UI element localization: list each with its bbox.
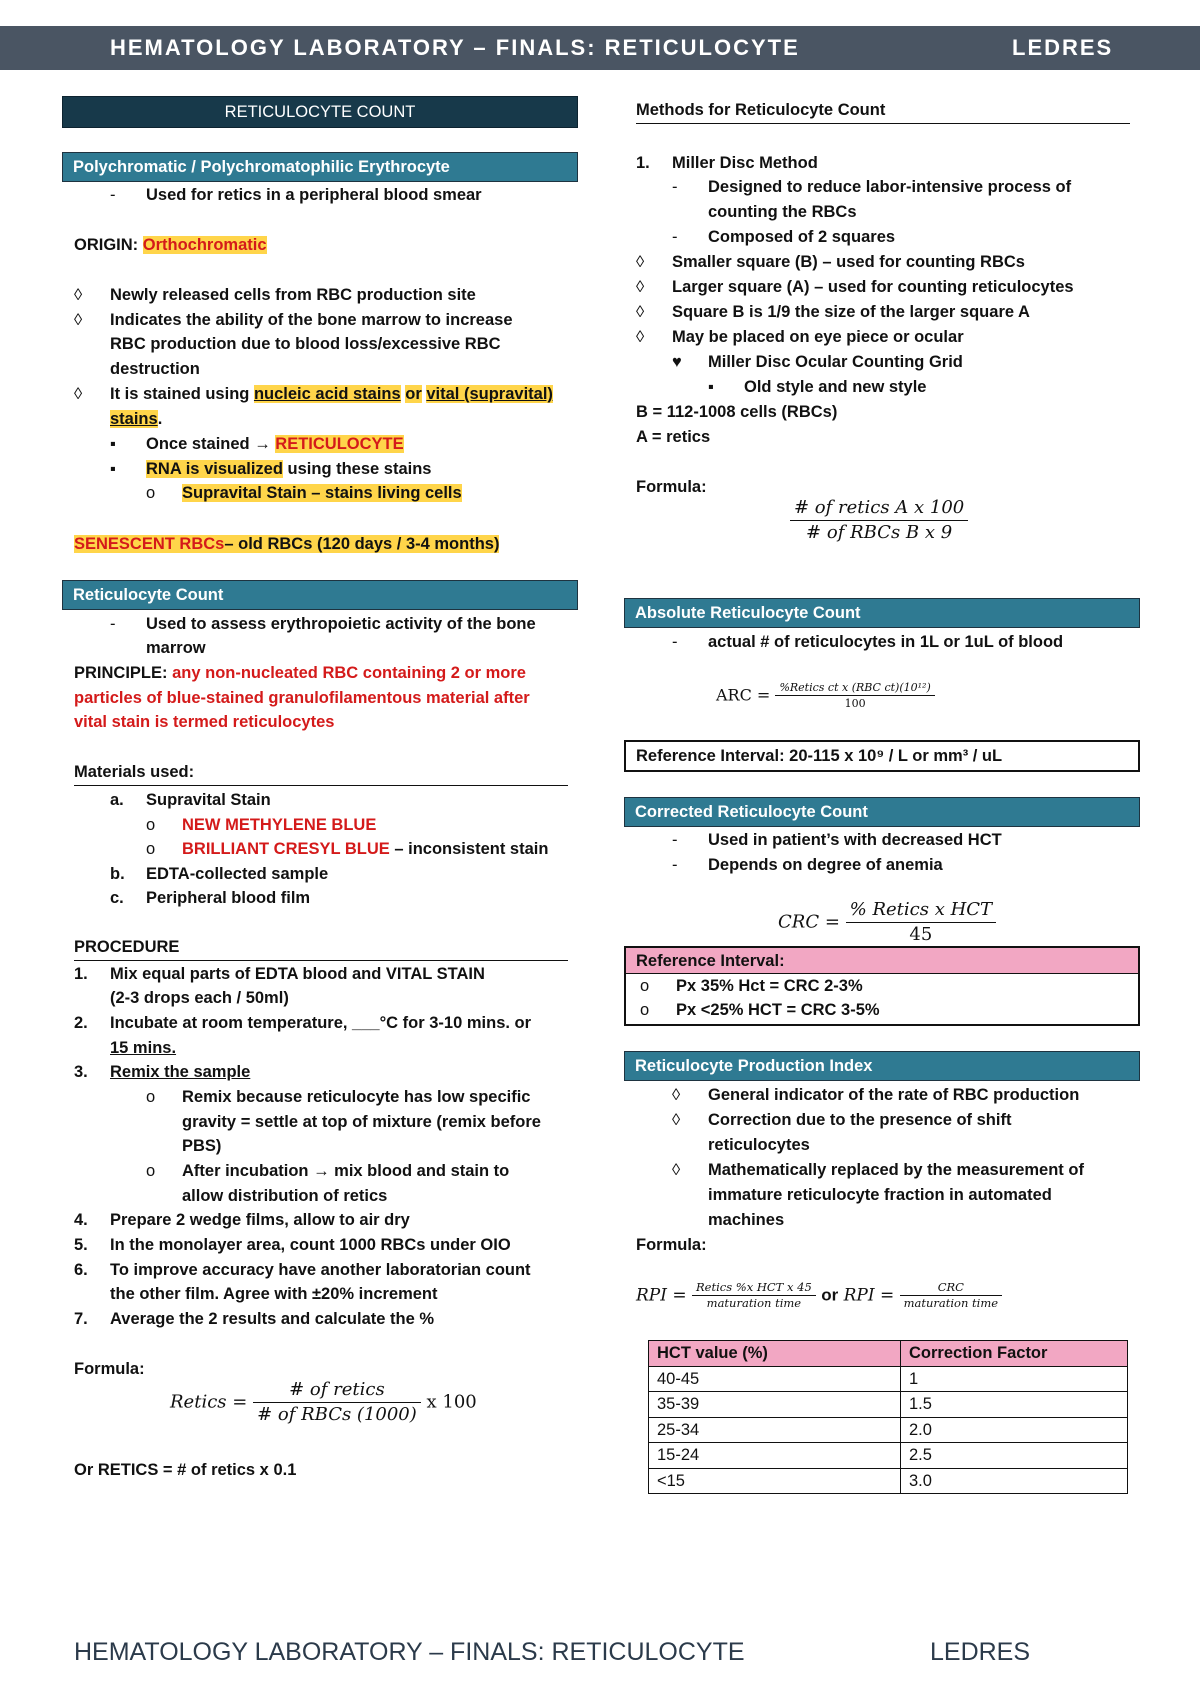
diamond-bullet: ◊ bbox=[672, 1111, 681, 1129]
circle-bullet: o bbox=[146, 840, 156, 858]
header-author: LEDRES bbox=[1012, 35, 1114, 60]
step-5: In the monolayer area, count 1000 RBCs under OIO bbox=[110, 1236, 511, 1254]
diamond-bullet: ◊ bbox=[74, 385, 83, 403]
diamond-bullet: ◊ bbox=[636, 328, 645, 346]
formula-lhs: Retics = bbox=[170, 1391, 248, 1413]
step-2a: Incubate at room temperature, ___°C for 3-10 mins. or bbox=[110, 1014, 532, 1032]
correction-factor-table bbox=[648, 1340, 1128, 1494]
diamond-bullet: ◊ bbox=[636, 303, 645, 321]
rpi-denominator-1: maturation time bbox=[706, 1296, 802, 1310]
supravital-note bbox=[182, 481, 462, 506]
circle-bullet: o bbox=[146, 1162, 156, 1180]
principle-c: vital stain is termed reticulocytes bbox=[74, 713, 335, 731]
table-cell: 1.5 bbox=[901, 1392, 1128, 1418]
step-3b2: allow distribution of retics bbox=[182, 1187, 388, 1205]
circle-bullet: o bbox=[146, 484, 156, 502]
diamond-bullet: ◊ bbox=[74, 286, 83, 304]
vital-stains: vital (supravital) bbox=[426, 385, 553, 403]
stains-period: . bbox=[157, 410, 163, 428]
b-cells-line: B = 112-1008 cells (RBCs) bbox=[636, 403, 838, 421]
method-1a1: Designed to reduce labor-intensive process of bbox=[708, 178, 1072, 196]
table-cell: 15-24 bbox=[649, 1443, 901, 1469]
materials-heading: Materials used: bbox=[74, 760, 568, 786]
right-diamond-1: Smaller square (B) – used for counting RBCs bbox=[672, 253, 1025, 271]
procedure-heading: PROCEDURE bbox=[74, 935, 568, 961]
table-row bbox=[649, 1366, 1128, 1392]
rpi-numerator-1: Retics %x HCT x 45 bbox=[692, 1280, 816, 1296]
or-retics-line: Or RETICS = # of retics x 0.1 bbox=[74, 1461, 297, 1479]
table-cell: 35-39 bbox=[649, 1392, 901, 1418]
left-diamond-3 bbox=[110, 382, 553, 407]
dash-bullet: - bbox=[672, 228, 678, 246]
mat-a2-rest: – inconsistent stain bbox=[394, 840, 549, 858]
table-row bbox=[649, 1443, 1128, 1469]
a-retics-line: A = retics bbox=[636, 428, 711, 446]
crc-denominator: 45 bbox=[909, 924, 933, 945]
method-1a2: counting the RBCs bbox=[708, 203, 857, 221]
diamond-bullet: ◊ bbox=[636, 278, 645, 296]
table-header: Correction Factor bbox=[901, 1341, 1128, 1367]
method-1-num: 1. bbox=[636, 154, 650, 172]
step-num: 2. bbox=[74, 1014, 88, 1032]
step-2b: 15 mins. bbox=[110, 1039, 177, 1057]
crc-ref-b bbox=[626, 998, 1138, 1022]
rpi-lhs-2: RPI = bbox=[843, 1285, 895, 1306]
table-header-row bbox=[649, 1341, 1128, 1367]
diamond-bullet: ◊ bbox=[636, 253, 645, 271]
arc-formula bbox=[716, 680, 935, 711]
step-num: 1. bbox=[74, 965, 88, 983]
table-cell: 3.0 bbox=[901, 1468, 1128, 1494]
step-3: Remix the sample bbox=[110, 1063, 251, 1081]
stain-or: or bbox=[405, 385, 422, 403]
step-3a2: gravity = settle at top of mixture (remix before bbox=[182, 1113, 541, 1131]
page-footer bbox=[74, 1636, 1034, 1668]
left-formula-label: Formula: bbox=[74, 1360, 145, 1378]
crc-lhs: CRC = bbox=[778, 911, 840, 933]
square-bullet: ▪ bbox=[110, 435, 116, 453]
crc-ref-head: Reference Interval: bbox=[626, 948, 1138, 974]
crc-dash-1: Used in patient’s with decreased HCT bbox=[708, 831, 1002, 849]
once-stained bbox=[146, 432, 404, 457]
origin-line bbox=[74, 233, 267, 258]
crc-numerator: % Retics x HCT bbox=[846, 898, 996, 923]
dash-bullet: - bbox=[672, 633, 678, 651]
principle-b: particles of blue-stained granulofilamentous material after bbox=[74, 689, 530, 707]
left-diamond-2b: RBC production due to blood loss/excessive RBC bbox=[110, 335, 501, 353]
rpi-heading: Reticulocyte Production Index bbox=[624, 1051, 1140, 1081]
right-diamond-2: Larger square (A) – used for counting reticulocytes bbox=[672, 278, 1074, 296]
crc-heading: Corrected Reticulocyte Count bbox=[624, 797, 1140, 827]
senescent-rest: – old RBCs (120 days / 3-4 months) bbox=[224, 535, 500, 553]
rpi-diamond-2b: reticulocytes bbox=[708, 1136, 810, 1154]
mat-a-label: a. bbox=[110, 791, 124, 809]
rpi-diamond-2a: Correction due to the presence of shift bbox=[708, 1111, 1012, 1129]
miller-formula bbox=[790, 496, 968, 545]
mat-b: EDTA-collected sample bbox=[146, 865, 329, 883]
crc-formula bbox=[778, 898, 996, 947]
table-cell: 25-34 bbox=[649, 1417, 901, 1443]
table-cell: 40-45 bbox=[649, 1366, 901, 1392]
step-num: 3. bbox=[74, 1063, 88, 1081]
step-num: 4. bbox=[74, 1211, 88, 1229]
formula-denominator: # of RBCs (1000) bbox=[257, 1404, 417, 1425]
retics-formula bbox=[170, 1378, 477, 1427]
page-header bbox=[0, 26, 1200, 70]
diamond-bullet: ◊ bbox=[672, 1086, 681, 1104]
dash-bullet: - bbox=[672, 178, 678, 196]
rpi-denominator-2: maturation time bbox=[903, 1296, 999, 1310]
left-diamond-2a: Indicates the ability of the bone marrow to increase bbox=[110, 311, 513, 329]
crc-dash-2: Depends on degree of anemia bbox=[708, 856, 943, 874]
crc-ref-b-text: Px <25% HCT = CRC 3-5% bbox=[676, 1001, 880, 1019]
left-diamond-2c: destruction bbox=[110, 360, 200, 378]
diamond-bullet: ◊ bbox=[74, 311, 83, 329]
rpi-lhs-1: RPI = bbox=[636, 1285, 687, 1306]
miller-denominator: # of RBCs B x 9 bbox=[806, 522, 953, 543]
step-1a: Mix equal parts of EDTA blood and VITAL STAIN bbox=[110, 965, 485, 983]
step-6a: To improve accuracy have another laboratorian count bbox=[110, 1261, 531, 1279]
left-diamond-3b bbox=[110, 407, 162, 432]
once-pre: Once stained → bbox=[146, 435, 271, 453]
mat-c: Peripheral blood film bbox=[146, 889, 311, 907]
crc-ref-a bbox=[626, 974, 1138, 998]
miller-grid: Miller Disc Ocular Counting Grid bbox=[708, 353, 963, 371]
table-cell: 2.5 bbox=[901, 1443, 1128, 1469]
poly-dash-item: - bbox=[110, 186, 116, 204]
table-row bbox=[649, 1417, 1128, 1443]
circle-bullet: o bbox=[146, 816, 156, 834]
senescent-label: SENESCENT RBCs bbox=[74, 535, 225, 553]
stains-word: stains bbox=[110, 410, 158, 428]
diamond-bullet: ◊ bbox=[672, 1161, 681, 1179]
old-new-style: Old style and new style bbox=[744, 378, 927, 396]
method-1b: Composed of 2 squares bbox=[708, 228, 896, 246]
senescent-line bbox=[74, 532, 499, 557]
heart-bullet-icon: ♥ bbox=[672, 353, 682, 371]
nucleic-acid-stains: nucleic acid stains bbox=[253, 385, 401, 403]
rna-visualized bbox=[146, 457, 432, 482]
step-4: Prepare 2 wedge films, allow to air dry bbox=[110, 1211, 410, 1229]
step-num: 7. bbox=[74, 1310, 88, 1328]
arc-lhs: ARC = bbox=[716, 685, 771, 705]
step-7: Average the 2 results and calculate the % bbox=[110, 1310, 435, 1328]
origin-value: Orthochromatic bbox=[142, 236, 267, 254]
methods-heading: Methods for Reticulocyte Count bbox=[636, 98, 1130, 124]
square-bullet: ▪ bbox=[110, 460, 116, 478]
arc-numerator: %Retics ct x (RBC ct)(10¹²) bbox=[775, 680, 934, 696]
formula-numerator: # of retics bbox=[253, 1378, 421, 1403]
circle-bullet: o bbox=[640, 1001, 650, 1019]
crc-ref-a-text: Px 35% Hct = CRC 2-3% bbox=[676, 977, 863, 995]
rpi-diamond-3b: immature reticulocyte fraction in automated bbox=[708, 1186, 1052, 1204]
table-row bbox=[649, 1468, 1128, 1494]
crc-reference-box bbox=[624, 946, 1140, 1026]
rpi-diamond-3a: Mathematically replaced by the measurement of bbox=[708, 1161, 1084, 1179]
formula-mult: x 100 bbox=[426, 1391, 477, 1413]
table-header: HCT value (%) bbox=[649, 1341, 901, 1367]
right-diamond-3: Square B is 1/9 the size of the larger square A bbox=[672, 303, 1030, 321]
principle-a: any non-nucleated RBC containing 2 or more bbox=[172, 664, 526, 682]
rpi-formula bbox=[636, 1280, 1002, 1311]
step-3b1: After incubation → mix blood and stain to bbox=[182, 1162, 510, 1180]
main-heading: RETICULOCYTE COUNT bbox=[62, 96, 578, 128]
miller-numerator: # of retics A x 100 bbox=[790, 496, 968, 521]
right-diamond-4: May be placed on eye piece or ocular bbox=[672, 328, 964, 346]
rpi-diamond-3c: machines bbox=[708, 1211, 785, 1229]
dash-bullet: - bbox=[672, 856, 678, 874]
mat-b-label: b. bbox=[110, 865, 125, 883]
arc-reference-box: Reference Interval: 20-115 x 10⁹ / L or mm³ / uL bbox=[624, 740, 1140, 772]
dash-bullet: - bbox=[672, 831, 678, 849]
count-dash-a: Used to assess erythropoietic activity of the bone bbox=[146, 615, 536, 633]
principle-line-1 bbox=[74, 661, 526, 686]
brilliant-cresyl: BRILLIANT CRESYL BLUE bbox=[182, 840, 390, 858]
table-cell: 1 bbox=[901, 1366, 1128, 1392]
table-cell: 2.0 bbox=[901, 1417, 1128, 1443]
footer-author: LEDRES bbox=[930, 1638, 1031, 1666]
step-6b: the other film. Agree with ±20% increment bbox=[110, 1285, 438, 1303]
mat-a1: NEW METHYLENE BLUE bbox=[182, 816, 377, 834]
arc-heading: Absolute Reticulocyte Count bbox=[624, 598, 1140, 628]
principle-label: PRINCIPLE: bbox=[74, 664, 168, 682]
arc-dash: actual # of reticulocytes in 1L or 1uL of blood bbox=[708, 633, 1064, 651]
arc-denominator: 100 bbox=[844, 697, 866, 710]
mat-c-label: c. bbox=[110, 889, 124, 907]
retic-count-heading: Reticulocyte Count bbox=[62, 580, 578, 610]
header-title: HEMATOLOGY LABORATORY – FINALS: RETICULOCYTE bbox=[110, 35, 800, 60]
step-1b: (2-3 drops each / 50ml) bbox=[110, 989, 289, 1007]
origin-label: ORIGIN: bbox=[74, 236, 139, 254]
table-row bbox=[649, 1392, 1128, 1418]
step-num: 6. bbox=[74, 1261, 88, 1279]
method-1: Miller Disc Method bbox=[672, 154, 818, 172]
dash-bullet: - bbox=[110, 615, 116, 633]
left-diamond-1: Newly released cells from RBC production site bbox=[110, 286, 476, 304]
step-num: 5. bbox=[74, 1236, 88, 1254]
supravital-highlight: Supravital Stain – stains living cells bbox=[182, 484, 462, 502]
right-formula-label: Formula: bbox=[636, 478, 707, 496]
table-cell: <15 bbox=[649, 1468, 901, 1494]
circle-bullet: o bbox=[640, 977, 650, 995]
square-bullet: ▪ bbox=[708, 378, 714, 396]
count-dash-b: marrow bbox=[146, 639, 206, 657]
step-3a3: PBS) bbox=[182, 1137, 222, 1155]
mat-a2 bbox=[182, 837, 548, 862]
rpi-diamond-1: General indicator of the rate of RBC production bbox=[708, 1086, 1080, 1104]
rpi-or: or bbox=[821, 1285, 839, 1305]
poly-dash-text: Used for retics in a peripheral blood smear bbox=[146, 186, 482, 204]
rpi-numerator-2: CRC bbox=[900, 1280, 1002, 1296]
rna-rest: using these stains bbox=[287, 460, 432, 478]
footer-title: HEMATOLOGY LABORATORY – FINALS: RETICULOCYTE bbox=[74, 1638, 745, 1666]
rna-highlight: RNA is visualized bbox=[146, 460, 283, 478]
once-reticulocyte: RETICULOCYTE bbox=[275, 435, 404, 453]
circle-bullet: o bbox=[146, 1088, 156, 1106]
rpi-formula-label: Formula: bbox=[636, 1236, 707, 1254]
step-3a1: Remix because reticulocyte has low specific bbox=[182, 1088, 531, 1106]
stain-pre: It is stained using bbox=[110, 385, 250, 403]
mat-a: Supravital Stain bbox=[146, 791, 271, 809]
poly-heading: Polychromatic / Polychromatophilic Erythrocyte bbox=[62, 152, 578, 182]
